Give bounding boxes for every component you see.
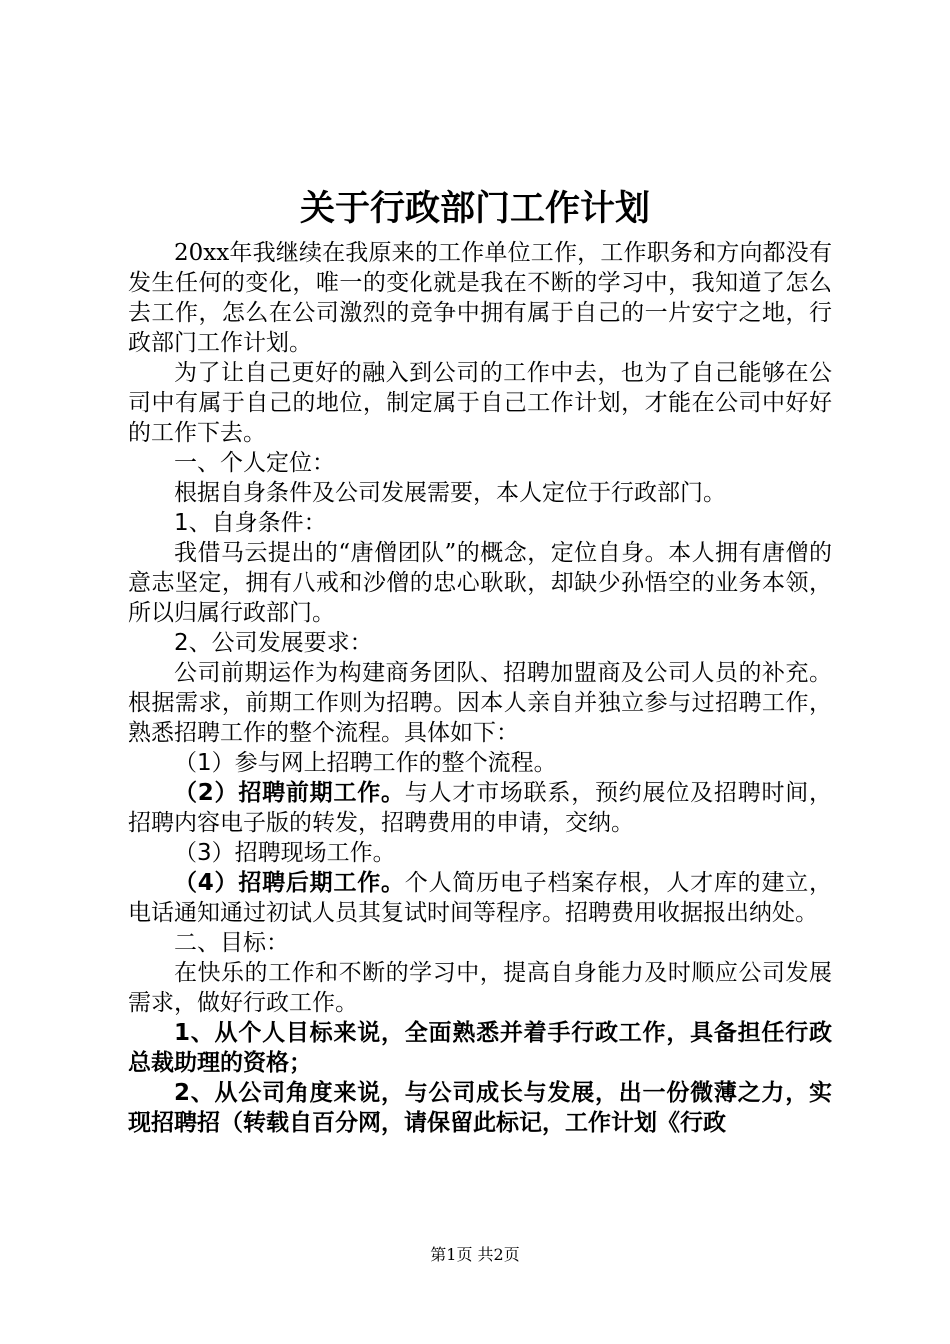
goal-item: 1、从个人目标来说，全面熟悉并着手行政工作，具备担任行政总裁助理的资格；	[128, 1020, 832, 1076]
goal-item: 2、从公司角度来说，与公司成长与发展，出一份微薄之力，实现招聘招（转载自百分网，请保留此标记，工作计划《行政	[128, 1080, 832, 1136]
list-item: （3）招聘现场工作。	[174, 840, 396, 866]
list-item-text: 与人才市场联系，预约展位及招聘时间，招聘内容电子版的转发，招聘费用的申请，交纳。	[128, 780, 832, 836]
list-item-lead: （4）招聘后期工作。	[174, 870, 405, 896]
list-item-text: 个人简历电子档案存根，人才库的建立，电话通知通过初试人员其复试时间等程序。招聘费用收据报出纳处。	[128, 870, 832, 926]
section-heading: 一、个人定位：	[174, 450, 335, 476]
list-item	[128, 868, 832, 928]
list-item	[128, 778, 832, 838]
list-item-lead: （2）招聘前期工作。	[174, 780, 405, 806]
section-heading: 二、目标：	[174, 930, 289, 956]
paragraph: 在快乐的工作和不断的学习中，提高自身能力及时顺应公司发展需求，做好行政工作。	[128, 960, 832, 1016]
list-item: （1）参与网上招聘工作的整个流程。	[174, 750, 557, 776]
paragraph: 公司前期运作为构建商务团队、招聘加盟商及公司人员的补充。根据需求，前期工作则为招聘。因本人亲自并独立参与过招聘工作，熟悉招聘工作的整个流程。具体如下：	[128, 660, 832, 746]
page-footer: 第1页 共2页	[430, 1245, 520, 1264]
document-title: 关于行政部门工作计划	[299, 189, 650, 229]
paragraph: 我借马云提出的“唐僧团队”的概念，定位自身。本人拥有唐僧的意志坚定，拥有八戒和沙僧的忠心耿耿，却缺少孙悟空的业务本领，所以归属行政部门。	[128, 540, 832, 626]
document-body	[128, 238, 832, 1138]
paragraph: 20xx年我继续在我原来的工作单位工作，工作职务和方向都没有发生任何的变化，唯一的变化就是我在不断的学习中，我知道了怎么去工作，怎么在公司激烈的竞争中拥有属于自己的一片安宁之地，行政部门工作计划。	[128, 240, 832, 356]
subsection-heading: 1、自身条件：	[174, 510, 327, 536]
paragraph: 为了让自己更好的融入到公司的工作中去，也为了自己能够在公司中有属于自己的地位，制定属于自己工作计划，才能在公司中好好的工作下去。	[128, 360, 832, 446]
subsection-heading: 2、公司发展要求：	[174, 630, 373, 656]
paragraph: 根据自身条件及公司发展需要，本人定位于行政部门。	[174, 480, 726, 506]
